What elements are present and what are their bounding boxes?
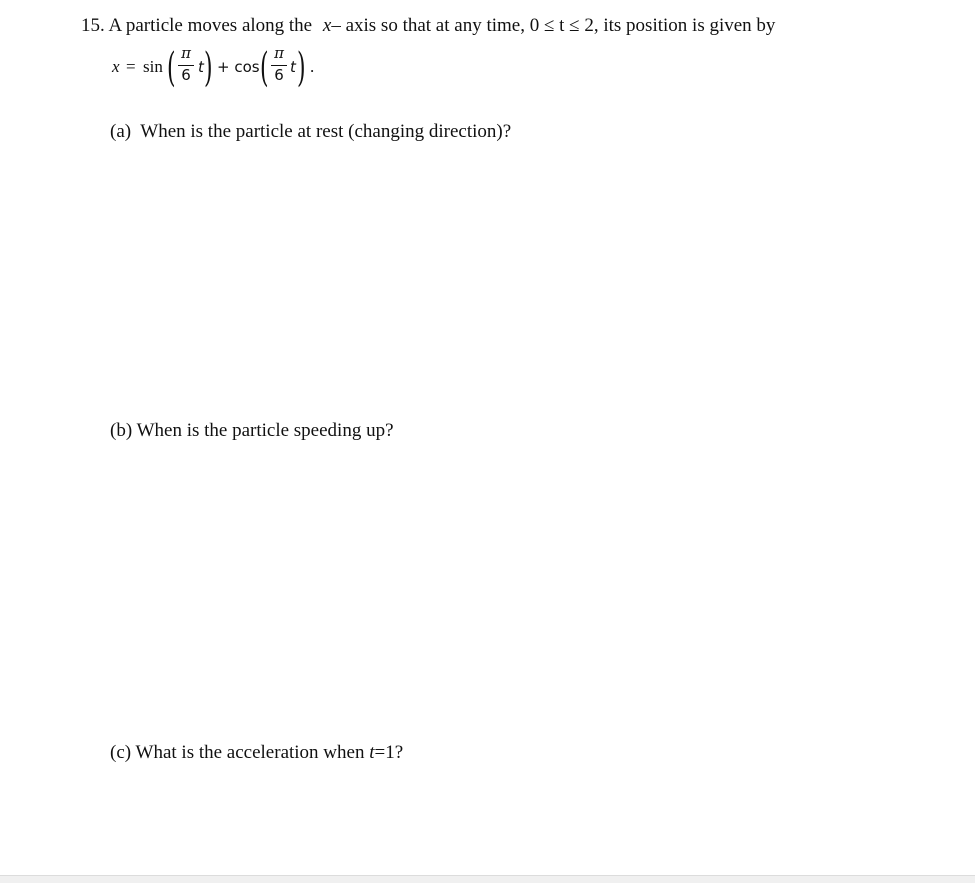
fraction-denominator: 6 <box>274 66 284 84</box>
question-text-start: A particle moves along the <box>108 15 313 36</box>
formula-t-1: t <box>198 58 204 76</box>
question-text-end: its position is given by <box>603 15 776 36</box>
formula-period: . <box>310 57 315 76</box>
fraction-numerator: π <box>274 44 284 62</box>
variable-x: x <box>322 15 332 36</box>
formula-equals: = <box>126 57 136 76</box>
formula-lhs: x <box>112 57 120 76</box>
part-c-variable-t: t <box>369 742 375 763</box>
right-paren-1: ) <box>204 45 213 91</box>
part-b-label: (b) <box>110 420 133 441</box>
part-a-text: When is the particle at rest (changing direction)? <box>140 121 512 142</box>
axis-text: – axis so that at any time, <box>331 15 525 36</box>
formula-sin: sin <box>143 57 163 76</box>
part-a-label: (a) <box>110 121 132 142</box>
fraction-pi-over-6-first <box>178 44 194 84</box>
part-b <box>110 420 394 442</box>
question-intro <box>81 15 775 37</box>
part-c-label: (c) <box>110 742 132 763</box>
formula-plus-cos: + cos <box>217 58 260 76</box>
time-domain: 0 ≤ t ≤ 2, <box>529 15 599 36</box>
left-paren-2: ( <box>260 45 269 91</box>
part-c-value: =1? <box>374 742 404 763</box>
formula-t-2: t <box>290 58 296 76</box>
fraction-numerator: π <box>181 44 191 62</box>
part-c-text: What is the acceleration when <box>135 742 365 763</box>
right-paren-2: ) <box>297 45 306 91</box>
part-c <box>110 742 403 764</box>
fraction-pi-over-6-second <box>271 44 287 84</box>
part-b-text: When is the particle speeding up? <box>136 420 394 441</box>
fraction-denominator: 6 <box>181 66 191 84</box>
part-a <box>110 121 511 143</box>
left-paren-1: ( <box>167 45 176 91</box>
question-number: 15. <box>81 15 105 36</box>
